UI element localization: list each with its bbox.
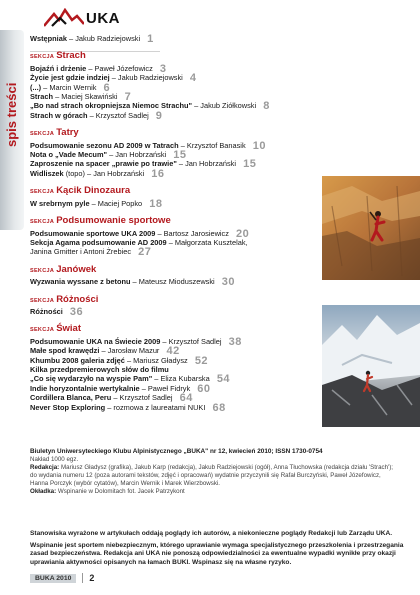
page-footer <box>30 573 94 583</box>
entry-author: – Małgorzata Kusztelak, <box>168 237 248 247</box>
entry-title: Never Stop Exploring <box>30 402 106 412</box>
section-podsumowanie-sportowe <box>30 216 320 257</box>
colophon-editors <box>30 464 400 488</box>
section-kacik-dinozaura <box>30 186 320 208</box>
entry-page-number: 1 <box>147 33 154 45</box>
colophon-cover <box>30 488 400 496</box>
entry-title: „Co się wydarzyło na wyspie Pam" <box>30 374 153 384</box>
toc-entry[interactable] <box>30 276 320 289</box>
entry-title: Podsumowanie UKA na Świecie 2009 <box>30 336 161 346</box>
section-heading <box>30 265 320 276</box>
disclaimer <box>30 530 410 567</box>
cover-label: Okładka: <box>30 488 57 496</box>
colophon <box>30 448 400 497</box>
footer-separator <box>82 573 83 583</box>
section-kicker: SEKCJA <box>30 297 55 304</box>
entry-title: Bojaźń i drżenie <box>30 63 87 73</box>
entry-page-number: 27 <box>138 246 152 259</box>
section-heading <box>30 324 320 335</box>
section-name: Różności <box>56 293 99 305</box>
section-swiat <box>30 324 320 412</box>
entry-title: „Bo nad strach okropniejsza Niemoc Strachu" <box>30 101 193 111</box>
entry-author: – Jakub Ziółkowski <box>194 101 257 111</box>
entry-page-number: 9 <box>155 109 163 122</box>
entry-author: (topo) – Jan Hobrzański <box>65 168 145 178</box>
section-name: Kącik Dinozaura <box>56 185 131 197</box>
table-of-contents <box>30 34 320 412</box>
entry-page-number: 6 <box>103 81 111 94</box>
editors-text: Mariusz Gładysz (grafika), Jakub Karp (redakcja), Jakub Radziejowski (ogół), Anna Tłuchowska (redakcja działu 'Strach'); do wydania numeru 12 (poza autorami tekstów, zdjęć i opracowań) wydatnie przyczynili się Rafał Burczyński, Paweł Józefowicz, Hanna Porczyk (wybór cytatów), Marcin Wernik i Marek Wierzbowski. <box>30 464 394 488</box>
logo-text: UKA <box>86 10 120 27</box>
entry-author: – Krzysztof Sadlej <box>162 336 222 346</box>
section-heading <box>30 216 320 227</box>
section-name: Tatry <box>56 127 79 139</box>
entry-author: – Mateusz Mioduszewski <box>132 277 215 287</box>
photo-glacier-climb <box>322 305 420 427</box>
toc-entry[interactable] <box>30 83 320 92</box>
section-kicker: SEKCJA <box>30 189 55 196</box>
section-heading <box>30 128 320 139</box>
entry-page-number: 68 <box>212 401 226 414</box>
entry-page-number: 3 <box>159 62 167 75</box>
entry-page-number: 20 <box>236 227 250 240</box>
colophon-print-run: Nakład 1000 egz. <box>30 456 79 464</box>
entry-author: – Jan Hobrzański <box>109 150 167 160</box>
section-roznosci <box>30 295 320 317</box>
toc-entry[interactable] <box>30 64 320 73</box>
toc-entry[interactable] <box>30 246 320 259</box>
entry-author: – rozmowa z laureatami NUKI <box>107 402 206 412</box>
entry-title: Cordillera Blanca, Peru <box>30 393 112 403</box>
entry-author: – Bartosz Jarosiewicz <box>157 228 229 238</box>
section-tatry <box>30 128 320 178</box>
section-kicker: SEKCJA <box>30 267 55 274</box>
toc-entry[interactable] <box>30 149 320 162</box>
entry-page-number: 15 <box>173 149 187 162</box>
entry-title: Podsumowanie sezonu AD 2009 w Tatrach <box>30 140 179 150</box>
entry-title: Nota o „Vade Mecum" <box>30 150 108 160</box>
editors-label: Redakcja: <box>30 464 60 472</box>
mountain-logo-icon <box>44 8 84 28</box>
entry-title: W srebrnym pyle <box>30 198 90 208</box>
entry-page-number: 36 <box>69 305 84 318</box>
toc-entry[interactable] <box>30 356 320 365</box>
entry-page-number: 10 <box>252 139 266 152</box>
entry-title: Strach w górach <box>30 110 88 120</box>
entry-author: – Jakub Radziejowski <box>69 34 141 43</box>
toc-entry[interactable] <box>30 111 320 120</box>
side-tab <box>0 30 24 230</box>
entry-author: – Paweł Fidryk <box>141 383 191 393</box>
entry-title: Zaproszenie na spacer „prawie po trawie" <box>30 159 177 169</box>
entry-title: Wstępniak <box>30 34 67 43</box>
entry-author: – Eliza Kubarska <box>154 374 210 384</box>
entry-author: – Mariusz Gładysz <box>126 355 188 365</box>
entry-page-number: 38 <box>228 335 242 348</box>
section-heading <box>30 51 320 62</box>
entry-title: Indie horyzontalnie wertykalnie <box>30 383 140 393</box>
section-name: Podsumowanie sportowe <box>56 215 171 227</box>
entry-page-number: 16 <box>151 167 165 180</box>
entry-title: Widliszek <box>30 168 64 178</box>
section-name: Janówek <box>56 263 97 275</box>
disclaimer-safety: Wspinanie jest sportem niebezpiecznym, którego uprawianie wymaga specjalistycznego przeszkolenia i przestrzegania zasad bezpieczeństwa. Redakcja ani UKA nie ponoszą odpowiedzialności za ewentualne wypadki wynikłe przy okazji uprawiania aktywności opisanych na łamach BUKI. Wspinasz się na własne ryzyko. <box>30 542 404 566</box>
toc-entry[interactable] <box>30 365 320 374</box>
footer-page-number: 2 <box>89 573 95 583</box>
entry-page-number: 54 <box>216 373 231 386</box>
disclaimer-opinions: Stanowiska wyrażone w artykułach oddają poglądy ich autorów, a niekonieczne poglądy Redakcji lub Zarządu UKA. <box>30 530 393 537</box>
photo-climber-wall <box>322 176 420 280</box>
section-strach <box>30 51 320 120</box>
entry-author: – Krzysztof Sadlej <box>113 393 173 403</box>
entry-page-number: 42 <box>166 345 180 358</box>
entry-page-number: 52 <box>194 354 209 367</box>
entry-title: Khumbu 2008 galeria zdjęć <box>30 355 125 365</box>
entry-page-number: 18 <box>149 197 163 210</box>
toc-entry[interactable] <box>30 345 320 358</box>
section-name: Świat <box>56 323 81 335</box>
entry-page-number: 8 <box>263 100 270 113</box>
toc-entry[interactable] <box>30 373 320 386</box>
toc-entry[interactable] <box>30 158 320 171</box>
entry-author: – Jan Hobrzański <box>178 159 237 169</box>
entry-page-number: 64 <box>179 392 193 405</box>
section-kicker: SEKCJA <box>30 219 55 226</box>
entry-page-number: 30 <box>221 276 236 289</box>
entry-title: Życie jest gdzie indziej <box>30 73 110 83</box>
entry-author: Janina Gmitter i Antoni Żrebiec <box>30 247 132 257</box>
toc-entry-intro[interactable] <box>30 34 320 43</box>
entry-page-number: 15 <box>243 158 257 171</box>
section-heading <box>30 295 320 306</box>
entry-author: – Paweł Józefowicz <box>88 63 153 73</box>
footer-badge: BUKA 2010 <box>30 574 76 583</box>
entry-page-number: 4 <box>189 72 197 85</box>
section-kicker: SEKCJA <box>30 327 55 334</box>
toc-entry[interactable] <box>30 72 320 85</box>
section-janowek <box>30 265 320 287</box>
toc-entry[interactable] <box>30 100 320 113</box>
colophon-lead: Biuletyn Uniwersyteckiego Klubu Alpinistycznego „BUKA" nr 12, kwiecień 2010; ISSN 1730-0754 <box>30 448 323 455</box>
toc-entry[interactable] <box>30 91 320 104</box>
toc-entry[interactable] <box>30 238 320 247</box>
entry-author: – Maciej Skawiński <box>55 92 118 102</box>
toc-entry[interactable] <box>30 384 320 393</box>
entry-title: (...) <box>30 82 42 92</box>
entry-author: – Krzysztof Sadlej <box>89 110 149 120</box>
toc-entry[interactable] <box>30 307 320 316</box>
side-tab-label: spis treści <box>4 82 19 148</box>
entry-author: – Maciej Popko <box>91 198 143 208</box>
toc-entry[interactable] <box>30 229 320 238</box>
entry-title: Podsumowanie sportowe UKA 2009 <box>30 228 156 238</box>
toc-entry[interactable] <box>30 392 320 405</box>
entry-page-number: 7 <box>124 91 132 104</box>
section-kicker: SEKCJA <box>30 54 55 61</box>
entry-title: Sekcja Agama podsumowanie AD 2009 <box>30 237 167 247</box>
section-kicker: SEKCJA <box>30 131 55 138</box>
toc-entry[interactable] <box>30 199 320 208</box>
section-name: Strach <box>56 50 86 62</box>
entry-title: Strach <box>30 92 54 102</box>
entry-page-number: 60 <box>197 382 211 395</box>
toc-entry[interactable] <box>30 169 320 178</box>
entry-author: – Jarosław Mazur <box>101 346 160 356</box>
toc-entry[interactable] <box>30 403 320 412</box>
entry-author: – Marcin Wernik <box>43 82 97 92</box>
buka-logo <box>44 6 120 28</box>
entry-title: Wyzwania wyssane z betonu <box>30 277 131 287</box>
cover-text: Wspinanie w Dolomitach fot. Jacek Patrzykont <box>57 488 185 496</box>
entry-author: – Krzysztof Banasik <box>180 140 246 150</box>
entry-title: Małe spod krawędzi <box>30 346 100 356</box>
section-heading <box>30 186 320 197</box>
entry-author: – Jakub Radziejowski <box>111 73 183 83</box>
entry-title: Kilka przedpremierowych słów do filmu <box>30 364 169 374</box>
entry-title: Różności <box>30 306 63 316</box>
